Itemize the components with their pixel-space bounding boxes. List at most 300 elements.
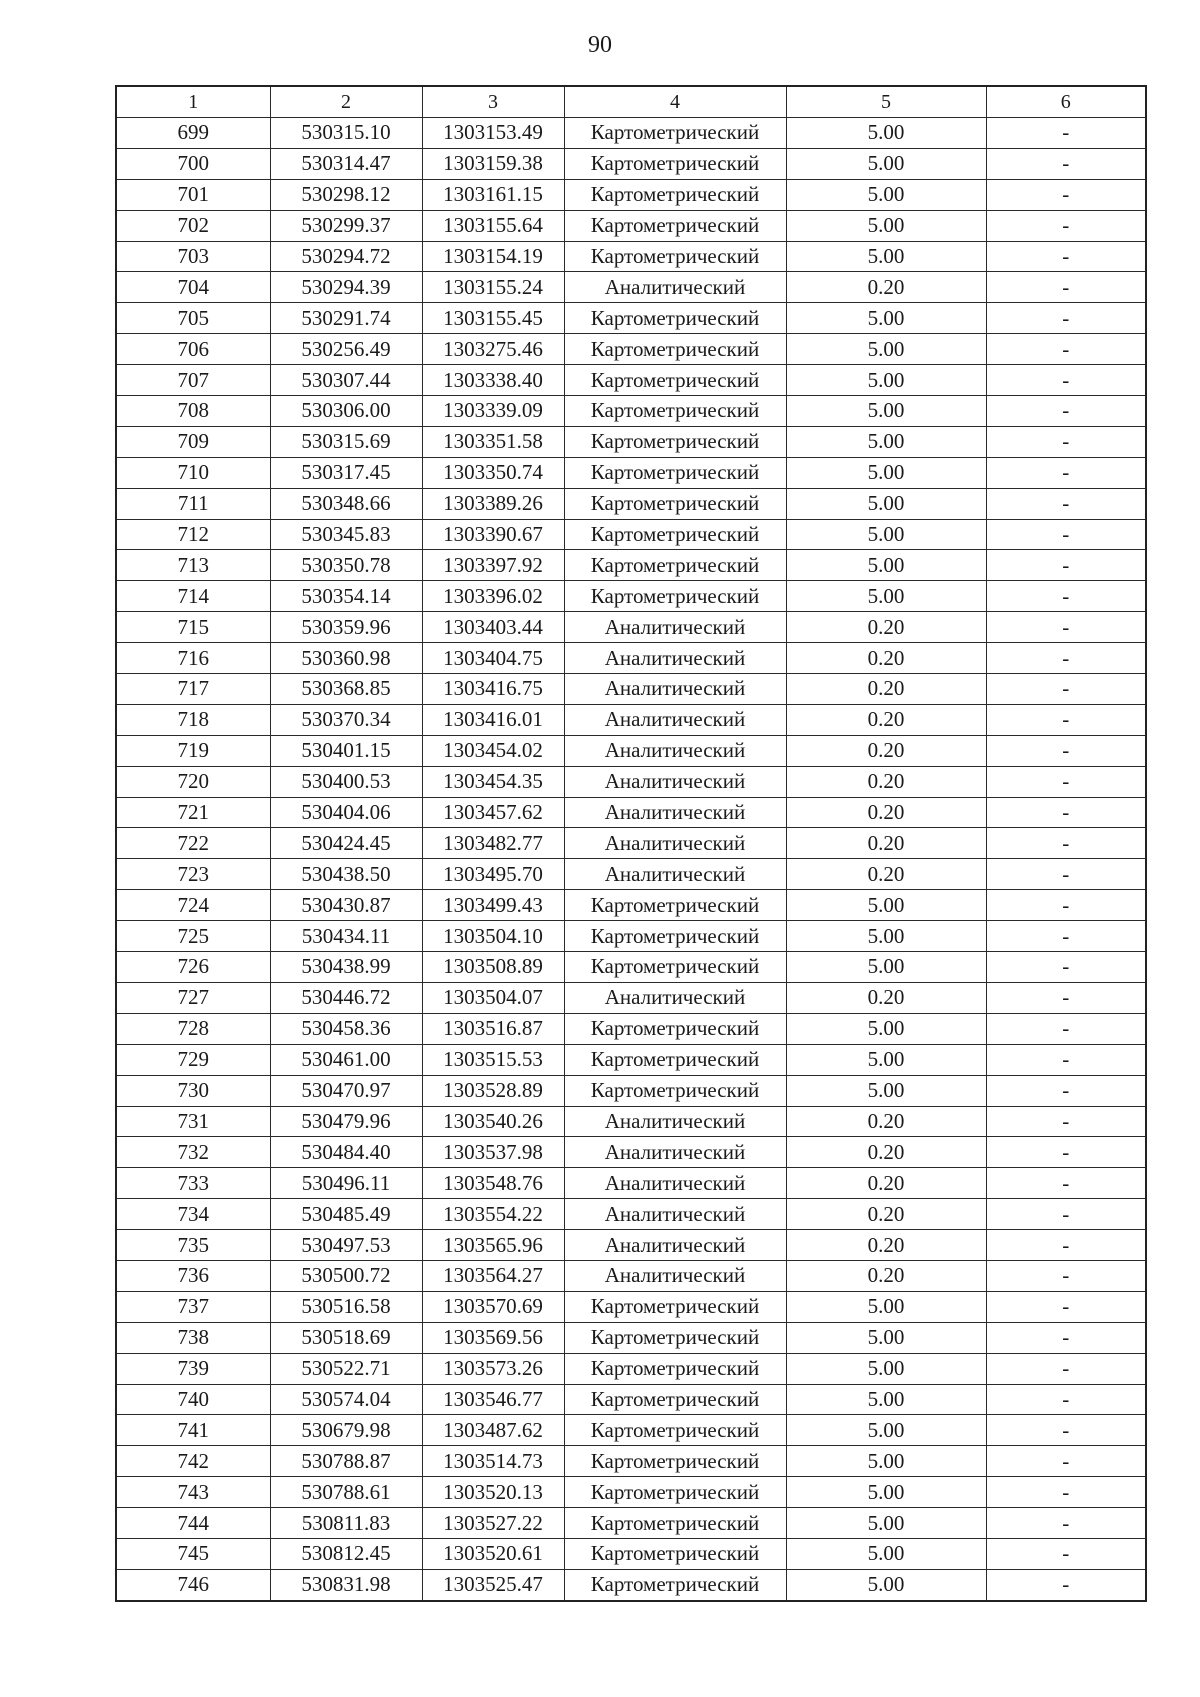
method-cell: Аналитический <box>564 1199 786 1230</box>
table-row <box>116 1199 1146 1230</box>
table-row <box>116 643 1146 674</box>
coord-x-cell: 530315.10 <box>270 118 422 149</box>
table-row <box>116 426 1146 457</box>
coord-y-cell: 1303155.64 <box>422 210 564 241</box>
coord-x-cell: 530574.04 <box>270 1384 422 1415</box>
point-number-cell: 745 <box>116 1538 270 1569</box>
table-row <box>116 1538 1146 1569</box>
method-cell: Картометрический <box>564 334 786 365</box>
table-row <box>116 1106 1146 1137</box>
coord-x-cell: 530315.69 <box>270 426 422 457</box>
accuracy-cell: 5.00 <box>786 210 986 241</box>
coord-y-cell: 1303508.89 <box>422 952 564 983</box>
coord-y-cell: 1303155.45 <box>422 303 564 334</box>
coord-y-cell: 1303454.02 <box>422 735 564 766</box>
coord-x-cell: 530788.87 <box>270 1446 422 1477</box>
table-row <box>116 210 1146 241</box>
coord-x-cell: 530446.72 <box>270 982 422 1013</box>
coord-x-cell: 530370.34 <box>270 704 422 735</box>
point-number-cell: 733 <box>116 1168 270 1199</box>
method-cell: Картометрический <box>564 550 786 581</box>
note-cell: - <box>986 1013 1146 1044</box>
point-number-cell: 701 <box>116 179 270 210</box>
note-cell: - <box>986 179 1146 210</box>
header-cell-3: 3 <box>422 86 564 118</box>
method-cell: Аналитический <box>564 272 786 303</box>
method-cell: Картометрический <box>564 303 786 334</box>
point-number-cell: 732 <box>116 1137 270 1168</box>
coord-x-cell: 530811.83 <box>270 1508 422 1539</box>
accuracy-cell: 5.00 <box>786 334 986 365</box>
table-row <box>116 1044 1146 1075</box>
method-cell: Картометрический <box>564 1477 786 1508</box>
accuracy-cell: 5.00 <box>786 1075 986 1106</box>
accuracy-cell: 5.00 <box>786 179 986 210</box>
point-number-cell: 738 <box>116 1322 270 1353</box>
method-cell: Аналитический <box>564 859 786 890</box>
accuracy-cell: 0.20 <box>786 272 986 303</box>
point-number-cell: 703 <box>116 241 270 272</box>
coord-x-cell: 530812.45 <box>270 1538 422 1569</box>
coord-y-cell: 1303416.01 <box>422 704 564 735</box>
point-number-cell: 708 <box>116 396 270 427</box>
coord-x-cell: 530401.15 <box>270 735 422 766</box>
point-number-cell: 721 <box>116 797 270 828</box>
accuracy-cell: 5.00 <box>786 1415 986 1446</box>
point-number-cell: 719 <box>116 735 270 766</box>
coord-y-cell: 1303564.27 <box>422 1260 564 1291</box>
accuracy-cell: 0.20 <box>786 674 986 705</box>
table-row <box>116 890 1146 921</box>
coord-y-cell: 1303404.75 <box>422 643 564 674</box>
accuracy-cell: 0.20 <box>786 1106 986 1137</box>
accuracy-cell: 5.00 <box>786 1477 986 1508</box>
method-cell: Картометрический <box>564 457 786 488</box>
note-cell: - <box>986 1106 1146 1137</box>
method-cell: Картометрический <box>564 1291 786 1322</box>
note-cell: - <box>986 643 1146 674</box>
point-number-cell: 740 <box>116 1384 270 1415</box>
header-cell-1: 1 <box>116 86 270 118</box>
header-cell-4: 4 <box>564 86 786 118</box>
accuracy-cell: 5.00 <box>786 1569 986 1600</box>
note-cell: - <box>986 1291 1146 1322</box>
coord-x-cell: 530314.47 <box>270 148 422 179</box>
coord-x-cell: 530317.45 <box>270 457 422 488</box>
coord-y-cell: 1303514.73 <box>422 1446 564 1477</box>
note-cell: - <box>986 272 1146 303</box>
coord-y-cell: 1303525.47 <box>422 1569 564 1600</box>
point-number-cell: 716 <box>116 643 270 674</box>
coord-y-cell: 1303389.26 <box>422 488 564 519</box>
header-cell-2: 2 <box>270 86 422 118</box>
method-cell: Аналитический <box>564 1230 786 1261</box>
table-row <box>116 118 1146 149</box>
note-cell: - <box>986 519 1146 550</box>
coord-y-cell: 1303155.24 <box>422 272 564 303</box>
table-row <box>116 488 1146 519</box>
point-number-cell: 704 <box>116 272 270 303</box>
coord-y-cell: 1303482.77 <box>422 828 564 859</box>
method-cell: Картометрический <box>564 1322 786 1353</box>
note-cell: - <box>986 674 1146 705</box>
accuracy-cell: 5.00 <box>786 519 986 550</box>
table-row <box>116 241 1146 272</box>
accuracy-cell: 0.20 <box>786 828 986 859</box>
coord-y-cell: 1303554.22 <box>422 1199 564 1230</box>
coord-x-cell: 530458.36 <box>270 1013 422 1044</box>
method-cell: Картометрический <box>564 1538 786 1569</box>
method-cell: Аналитический <box>564 766 786 797</box>
note-cell: - <box>986 241 1146 272</box>
accuracy-cell: 5.00 <box>786 118 986 149</box>
coord-y-cell: 1303351.58 <box>422 426 564 457</box>
note-cell: - <box>986 952 1146 983</box>
coord-x-cell: 530470.97 <box>270 1075 422 1106</box>
accuracy-cell: 5.00 <box>786 550 986 581</box>
point-number-cell: 735 <box>116 1230 270 1261</box>
header-cell-6: 6 <box>986 86 1146 118</box>
method-cell: Картометрический <box>564 952 786 983</box>
accuracy-cell: 0.20 <box>786 735 986 766</box>
note-cell: - <box>986 303 1146 334</box>
point-number-cell: 705 <box>116 303 270 334</box>
point-number-cell: 746 <box>116 1569 270 1600</box>
coord-y-cell: 1303520.13 <box>422 1477 564 1508</box>
table-row <box>116 952 1146 983</box>
table-row <box>116 735 1146 766</box>
coord-x-cell: 530350.78 <box>270 550 422 581</box>
point-number-cell: 722 <box>116 828 270 859</box>
accuracy-cell: 5.00 <box>786 581 986 612</box>
point-number-cell: 715 <box>116 612 270 643</box>
point-number-cell: 710 <box>116 457 270 488</box>
coord-x-cell: 530438.50 <box>270 859 422 890</box>
point-number-cell: 727 <box>116 982 270 1013</box>
coord-x-cell: 530294.39 <box>270 272 422 303</box>
accuracy-cell: 5.00 <box>786 488 986 519</box>
method-cell: Картометрический <box>564 148 786 179</box>
coord-x-cell: 530485.49 <box>270 1199 422 1230</box>
note-cell: - <box>986 457 1146 488</box>
note-cell: - <box>986 581 1146 612</box>
accuracy-cell: 5.00 <box>786 241 986 272</box>
method-cell: Картометрический <box>564 519 786 550</box>
coord-y-cell: 1303548.76 <box>422 1168 564 1199</box>
coord-x-cell: 530461.00 <box>270 1044 422 1075</box>
point-number-cell: 725 <box>116 921 270 952</box>
coord-y-cell: 1303397.92 <box>422 550 564 581</box>
coord-x-cell: 530354.14 <box>270 581 422 612</box>
method-cell: Аналитический <box>564 982 786 1013</box>
method-cell: Картометрический <box>564 1569 786 1600</box>
note-cell: - <box>986 797 1146 828</box>
table-row <box>116 1075 1146 1106</box>
point-number-cell: 730 <box>116 1075 270 1106</box>
page-number: 90 <box>588 32 612 58</box>
note-cell: - <box>986 1353 1146 1384</box>
coord-y-cell: 1303153.49 <box>422 118 564 149</box>
table-row <box>116 1260 1146 1291</box>
note-cell: - <box>986 118 1146 149</box>
coordinates-table <box>115 85 1147 1602</box>
coord-x-cell: 530404.06 <box>270 797 422 828</box>
coord-y-cell: 1303396.02 <box>422 581 564 612</box>
table-row <box>116 519 1146 550</box>
accuracy-cell: 0.20 <box>786 704 986 735</box>
method-cell: Аналитический <box>564 704 786 735</box>
point-number-cell: 734 <box>116 1199 270 1230</box>
note-cell: - <box>986 1322 1146 1353</box>
point-number-cell: 743 <box>116 1477 270 1508</box>
accuracy-cell: 0.20 <box>786 1168 986 1199</box>
coord-y-cell: 1303546.77 <box>422 1384 564 1415</box>
accuracy-cell: 0.20 <box>786 643 986 674</box>
method-cell: Картометрический <box>564 488 786 519</box>
accuracy-cell: 5.00 <box>786 396 986 427</box>
accuracy-cell: 5.00 <box>786 457 986 488</box>
coord-x-cell: 530298.12 <box>270 179 422 210</box>
coord-x-cell: 530256.49 <box>270 334 422 365</box>
accuracy-cell: 5.00 <box>786 1353 986 1384</box>
table-row <box>116 1013 1146 1044</box>
table-row <box>116 797 1146 828</box>
accuracy-cell: 0.20 <box>786 1137 986 1168</box>
method-cell: Картометрический <box>564 241 786 272</box>
table-row <box>116 1168 1146 1199</box>
coord-x-cell: 530522.71 <box>270 1353 422 1384</box>
table-row <box>116 179 1146 210</box>
coord-x-cell: 530479.96 <box>270 1106 422 1137</box>
table-row <box>116 148 1146 179</box>
accuracy-cell: 0.20 <box>786 859 986 890</box>
note-cell: - <box>986 1168 1146 1199</box>
method-cell: Картометрический <box>564 365 786 396</box>
header-row <box>116 86 1146 118</box>
coord-x-cell: 530788.61 <box>270 1477 422 1508</box>
table-row <box>116 859 1146 890</box>
coord-x-cell: 530359.96 <box>270 612 422 643</box>
coord-y-cell: 1303339.09 <box>422 396 564 427</box>
method-cell: Картометрический <box>564 890 786 921</box>
table-row <box>116 457 1146 488</box>
point-number-cell: 737 <box>116 1291 270 1322</box>
coord-x-cell: 530438.99 <box>270 952 422 983</box>
point-number-cell: 744 <box>116 1508 270 1539</box>
note-cell: - <box>986 704 1146 735</box>
method-cell: Картометрический <box>564 1075 786 1106</box>
coord-x-cell: 530484.40 <box>270 1137 422 1168</box>
method-cell: Картометрический <box>564 1415 786 1446</box>
table-row <box>116 1353 1146 1384</box>
table-row <box>116 828 1146 859</box>
accuracy-cell: 5.00 <box>786 1538 986 1569</box>
coord-y-cell: 1303499.43 <box>422 890 564 921</box>
point-number-cell: 707 <box>116 365 270 396</box>
method-cell: Картометрический <box>564 396 786 427</box>
point-number-cell: 711 <box>116 488 270 519</box>
accuracy-cell: 0.20 <box>786 1230 986 1261</box>
coord-y-cell: 1303338.40 <box>422 365 564 396</box>
method-cell: Аналитический <box>564 1260 786 1291</box>
table-row <box>116 1230 1146 1261</box>
table-row <box>116 365 1146 396</box>
method-cell: Аналитический <box>564 612 786 643</box>
coord-y-cell: 1303504.07 <box>422 982 564 1013</box>
table-row <box>116 1291 1146 1322</box>
coord-y-cell: 1303495.70 <box>422 859 564 890</box>
accuracy-cell: 5.00 <box>786 1044 986 1075</box>
accuracy-cell: 5.00 <box>786 1384 986 1415</box>
table-row <box>116 272 1146 303</box>
accuracy-cell: 5.00 <box>786 303 986 334</box>
method-cell: Картометрический <box>564 1446 786 1477</box>
note-cell: - <box>986 1199 1146 1230</box>
coord-y-cell: 1303487.62 <box>422 1415 564 1446</box>
method-cell: Картометрический <box>564 1044 786 1075</box>
coord-y-cell: 1303275.46 <box>422 334 564 365</box>
point-number-cell: 724 <box>116 890 270 921</box>
point-number-cell: 742 <box>116 1446 270 1477</box>
coord-y-cell: 1303520.61 <box>422 1538 564 1569</box>
note-cell: - <box>986 1230 1146 1261</box>
method-cell: Аналитический <box>564 643 786 674</box>
coord-y-cell: 1303350.74 <box>422 457 564 488</box>
method-cell: Картометрический <box>564 1384 786 1415</box>
accuracy-cell: 5.00 <box>786 921 986 952</box>
table-row <box>116 1137 1146 1168</box>
note-cell: - <box>986 1569 1146 1600</box>
note-cell: - <box>986 1446 1146 1477</box>
accuracy-cell: 5.00 <box>786 1291 986 1322</box>
coord-y-cell: 1303161.15 <box>422 179 564 210</box>
table-row <box>116 1384 1146 1415</box>
table-row <box>116 1569 1146 1600</box>
accuracy-cell: 5.00 <box>786 1446 986 1477</box>
point-number-cell: 731 <box>116 1106 270 1137</box>
accuracy-cell: 0.20 <box>786 797 986 828</box>
method-cell: Картометрический <box>564 210 786 241</box>
coord-y-cell: 1303454.35 <box>422 766 564 797</box>
note-cell: - <box>986 148 1146 179</box>
method-cell: Картометрический <box>564 1013 786 1044</box>
note-cell: - <box>986 365 1146 396</box>
note-cell: - <box>986 550 1146 581</box>
method-cell: Аналитический <box>564 735 786 766</box>
accuracy-cell: 5.00 <box>786 890 986 921</box>
note-cell: - <box>986 890 1146 921</box>
note-cell: - <box>986 334 1146 365</box>
note-cell: - <box>986 612 1146 643</box>
accuracy-cell: 5.00 <box>786 365 986 396</box>
accuracy-cell: 0.20 <box>786 982 986 1013</box>
note-cell: - <box>986 982 1146 1013</box>
point-number-cell: 739 <box>116 1353 270 1384</box>
coord-y-cell: 1303540.26 <box>422 1106 564 1137</box>
coord-y-cell: 1303159.38 <box>422 148 564 179</box>
coord-x-cell: 530291.74 <box>270 303 422 334</box>
table-row <box>116 1446 1146 1477</box>
point-number-cell: 709 <box>116 426 270 457</box>
method-cell: Аналитический <box>564 674 786 705</box>
accuracy-cell: 0.20 <box>786 1199 986 1230</box>
accuracy-cell: 5.00 <box>786 148 986 179</box>
table-body <box>116 86 1146 1601</box>
header-cell-5: 5 <box>786 86 986 118</box>
accuracy-cell: 5.00 <box>786 952 986 983</box>
table-row <box>116 1322 1146 1353</box>
coord-x-cell: 530831.98 <box>270 1569 422 1600</box>
accuracy-cell: 0.20 <box>786 612 986 643</box>
method-cell: Аналитический <box>564 828 786 859</box>
table-row <box>116 1415 1146 1446</box>
table-row <box>116 396 1146 427</box>
point-number-cell: 712 <box>116 519 270 550</box>
note-cell: - <box>986 1044 1146 1075</box>
method-cell: Аналитический <box>564 797 786 828</box>
table-row <box>116 581 1146 612</box>
point-number-cell: 723 <box>116 859 270 890</box>
accuracy-cell: 5.00 <box>786 1508 986 1539</box>
note-cell: - <box>986 426 1146 457</box>
coord-x-cell: 530424.45 <box>270 828 422 859</box>
coord-y-cell: 1303573.26 <box>422 1353 564 1384</box>
coord-y-cell: 1303390.67 <box>422 519 564 550</box>
method-cell: Картометрический <box>564 1353 786 1384</box>
coord-x-cell: 530516.58 <box>270 1291 422 1322</box>
point-number-cell: 736 <box>116 1260 270 1291</box>
point-number-cell: 700 <box>116 148 270 179</box>
coord-x-cell: 530400.53 <box>270 766 422 797</box>
method-cell: Картометрический <box>564 179 786 210</box>
coord-y-cell: 1303515.53 <box>422 1044 564 1075</box>
point-number-cell: 729 <box>116 1044 270 1075</box>
table-row <box>116 982 1146 1013</box>
note-cell: - <box>986 1075 1146 1106</box>
method-cell: Картометрический <box>564 921 786 952</box>
note-cell: - <box>986 1538 1146 1569</box>
point-number-cell: 713 <box>116 550 270 581</box>
accuracy-cell: 0.20 <box>786 766 986 797</box>
coord-x-cell: 530307.44 <box>270 365 422 396</box>
coord-y-cell: 1303403.44 <box>422 612 564 643</box>
coord-x-cell: 530294.72 <box>270 241 422 272</box>
coord-y-cell: 1303528.89 <box>422 1075 564 1106</box>
coord-y-cell: 1303154.19 <box>422 241 564 272</box>
coord-x-cell: 530430.87 <box>270 890 422 921</box>
coordinates-table-wrapper <box>115 85 1145 1602</box>
point-number-cell: 706 <box>116 334 270 365</box>
coord-x-cell: 530434.11 <box>270 921 422 952</box>
coord-x-cell: 530348.66 <box>270 488 422 519</box>
accuracy-cell: 5.00 <box>786 1013 986 1044</box>
table-row <box>116 550 1146 581</box>
table-row <box>116 674 1146 705</box>
coord-x-cell: 530360.98 <box>270 643 422 674</box>
table-row <box>116 766 1146 797</box>
note-cell: - <box>986 735 1146 766</box>
note-cell: - <box>986 1415 1146 1446</box>
note-cell: - <box>986 488 1146 519</box>
accuracy-cell: 5.00 <box>786 426 986 457</box>
table-row <box>116 334 1146 365</box>
coord-y-cell: 1303569.56 <box>422 1322 564 1353</box>
note-cell: - <box>986 766 1146 797</box>
coord-x-cell: 530345.83 <box>270 519 422 550</box>
coord-y-cell: 1303457.62 <box>422 797 564 828</box>
accuracy-cell: 0.20 <box>786 1260 986 1291</box>
note-cell: - <box>986 1508 1146 1539</box>
